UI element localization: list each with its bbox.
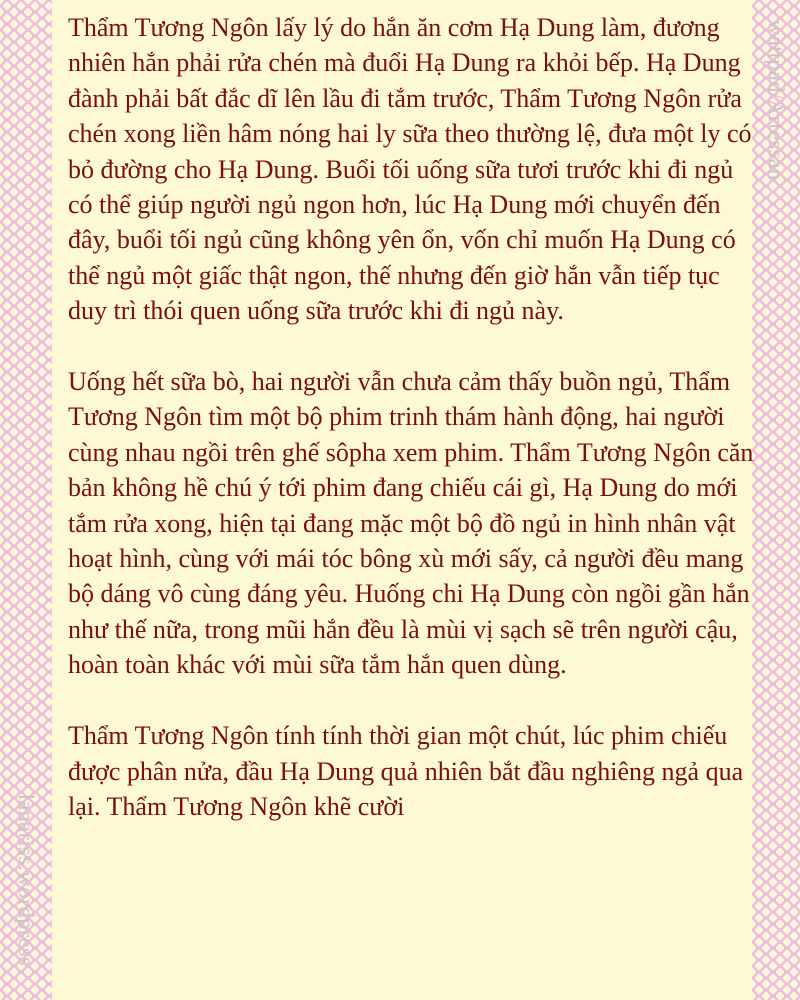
left-decorative-border xyxy=(0,0,52,1000)
left-watermark: lanariss.wordpress xyxy=(14,793,39,967)
paragraph-2: Uống hết sữa bò, hai người vẫn chưa cảm thấy buồn ngủ, Thẩm Tương Ngôn tìm một bộ phim trinh thám hành động, hai người cùng nhau ngồi trên ghế sôpha xem phim. Thẩm Tương Ngôn căn bản không hề chú ý tới phim đang chiếu cái gì, Hạ Dung do mới tắm rửa xong, hiện tại đang mặc một bộ đồ ngủ in hình nhân vật hoạt hình, cùng với mái tóc bông xù mới sấy, cả người đều mang bộ dáng vô cùng đáng yêu. Huống chi Hạ Dung còn ngồi gần hắn như thế nữa, trong mũi hắn đều là mùi vị sạch sẽ trên người cậu, hoàn toàn khác với mùi sữa tắm hắn quen dùng. xyxy=(68,367,754,680)
paragraph-1: Thẩm Tương Ngôn lấy lý do hắn ăn cơm Hạ Dung làm, đương nhiên hắn phải rửa chén mà đuổi Hạ Dung ra khỏi bếp. Hạ Dung đành phải bất đắc dĩ lên lầu đi tắm trước, Thẩm Tương Ngôn rửa chén xong liền hâm nóng hai ly sữa theo thường lệ, đưa một ly có bỏ đường cho Hạ Dung. Buổi tối uống sữa tươi trước khi đi ngủ có thể giúp người ngủ ngon hơn, lúc Hạ Dung mới chuyển đến đây, buổi tối ngủ cũng không yên ổn, vốn chỉ muốn Hạ Dung có thể ngủ một giấc thật ngon, thế nhưng đến giờ hắn vẫn tiếp tục duy trì thói quen uống sữa trước khi đi ngủ này. xyxy=(68,13,752,326)
right-decorative-border xyxy=(752,0,800,1000)
paragraph-3: Thẩm Tương Ngôn tính tính thời gian một chút, lúc phim chiếu được phân nửa, đầu Hạ Dung quả nhiên bắt đầu nghiêng ngả qua lại. Thẩm Tương Ngôn khẽ cười xyxy=(68,721,744,821)
right-watermark: wattpad/Artessan xyxy=(764,19,789,181)
story-text xyxy=(68,10,758,860)
